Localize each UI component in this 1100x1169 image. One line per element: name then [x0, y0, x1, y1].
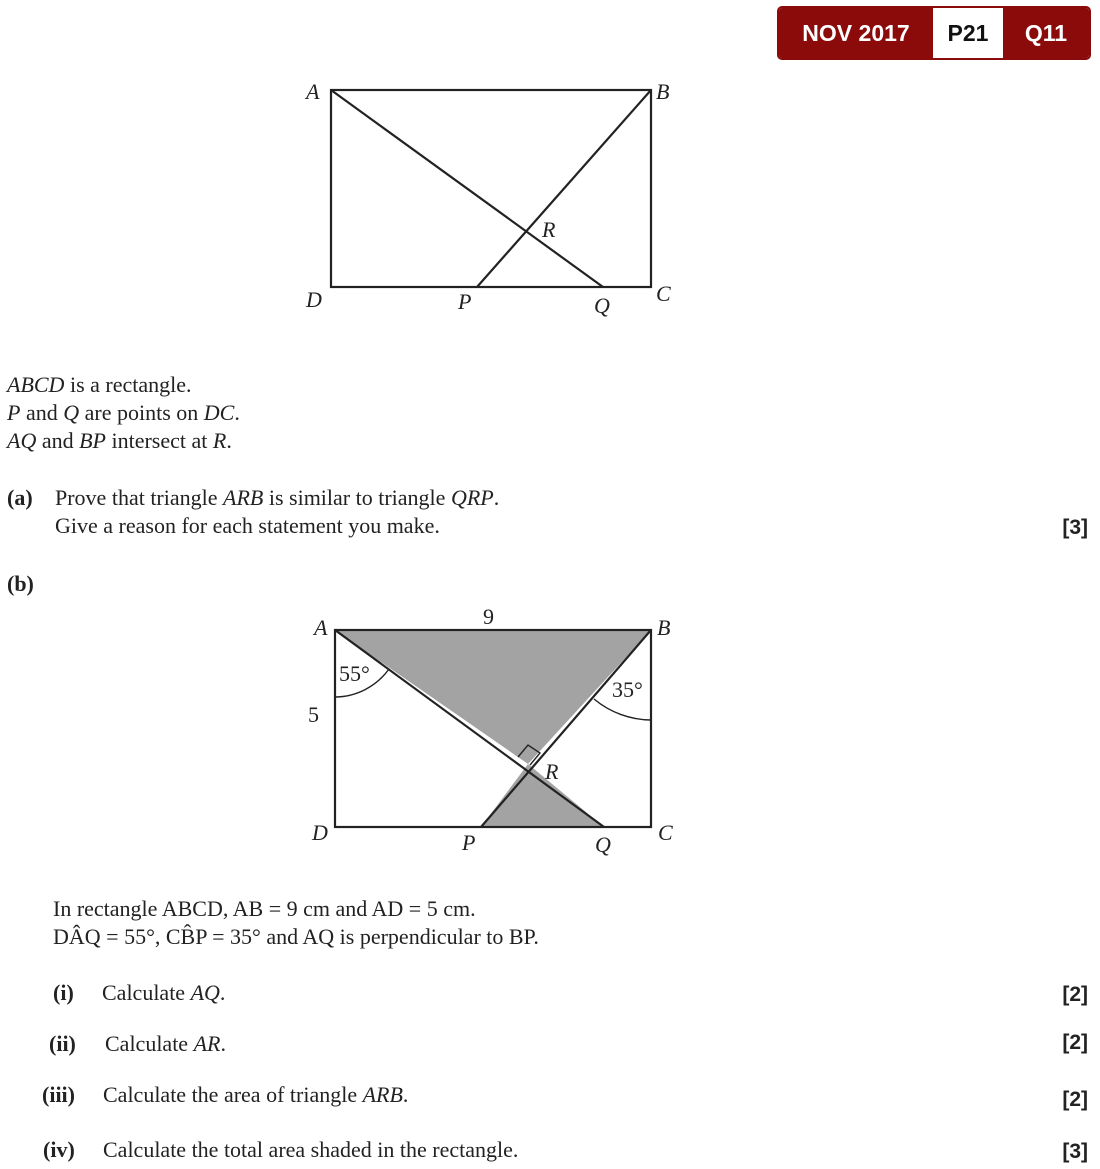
length-ad: 5	[308, 702, 319, 727]
label-q: Q	[594, 293, 610, 318]
label-b-2: B	[657, 615, 671, 640]
shaded-triangle-qrp	[481, 764, 604, 827]
question-iv-text: Calculate the total area shaded in the rectangle.	[103, 1137, 519, 1162]
question-ii-text: Calculate AR.	[105, 1031, 226, 1056]
label-d: D	[306, 287, 322, 312]
part-a-marks: [3]	[1062, 516, 1088, 539]
rect-abcd	[331, 90, 651, 287]
label-c: C	[656, 281, 671, 306]
part-b-info-1: In rectangle ABCD, AB = 9 cm and AD = 5 cm.	[53, 896, 476, 921]
intro-line-2: P and Q are points on DC.	[7, 400, 240, 425]
intro-line-3: AQ and BP intersect at R.	[7, 428, 232, 453]
question-iv-label: (iv)	[43, 1137, 75, 1162]
length-ab: 9	[483, 604, 494, 629]
label-b: B	[656, 79, 670, 104]
angle-label-a: 55°	[339, 661, 370, 686]
label-r: R	[542, 217, 556, 242]
angle-label-b: 35°	[612, 677, 643, 702]
angle-arc-b	[594, 699, 651, 720]
part-a-label: (a)	[7, 485, 33, 510]
label-q-2: Q	[595, 832, 611, 857]
part-b-label: (b)	[7, 571, 34, 596]
diagram-rectangle-2	[0, 600, 1100, 870]
question-ii-label: (ii)	[49, 1031, 76, 1056]
exam-date: NOV 2017	[779, 8, 933, 58]
part-b-info-2: DÂQ = 55°, CB̂P = 35° and AQ is perpendicular to BP.	[53, 924, 539, 949]
part-a-line-1: Prove that triangle ARB is similar to triangle QRP.	[55, 485, 500, 510]
label-r-2: R	[545, 759, 559, 784]
label-a: A	[306, 79, 320, 104]
label-c-2: C	[658, 820, 673, 845]
line-aq	[331, 90, 603, 287]
question-iv-marks: [3]	[1062, 1140, 1088, 1163]
question-number: Q11	[1003, 8, 1089, 58]
label-p-2: P	[462, 830, 476, 855]
intro-line-1: ABCD is a rectangle.	[7, 372, 192, 397]
part-a-line-2: Give a reason for each statement you make.	[55, 513, 440, 538]
diagram-rectangle-1	[0, 0, 1100, 340]
question-iii-label: (iii)	[42, 1082, 75, 1107]
question-i-label: (i)	[53, 980, 74, 1005]
question-iii-text: Calculate the area of triangle ARB.	[103, 1082, 409, 1107]
question-iii-marks: [2]	[1062, 1088, 1088, 1111]
paper-number: P21	[933, 8, 1003, 58]
label-d-2: D	[312, 820, 328, 845]
label-p: P	[458, 289, 472, 314]
question-i-text: Calculate AQ.	[102, 980, 226, 1005]
label-a-2: A	[314, 615, 328, 640]
shaded-triangle-arb	[335, 630, 651, 764]
question-i-marks: [2]	[1062, 983, 1088, 1006]
question-ii-marks: [2]	[1062, 1031, 1088, 1054]
